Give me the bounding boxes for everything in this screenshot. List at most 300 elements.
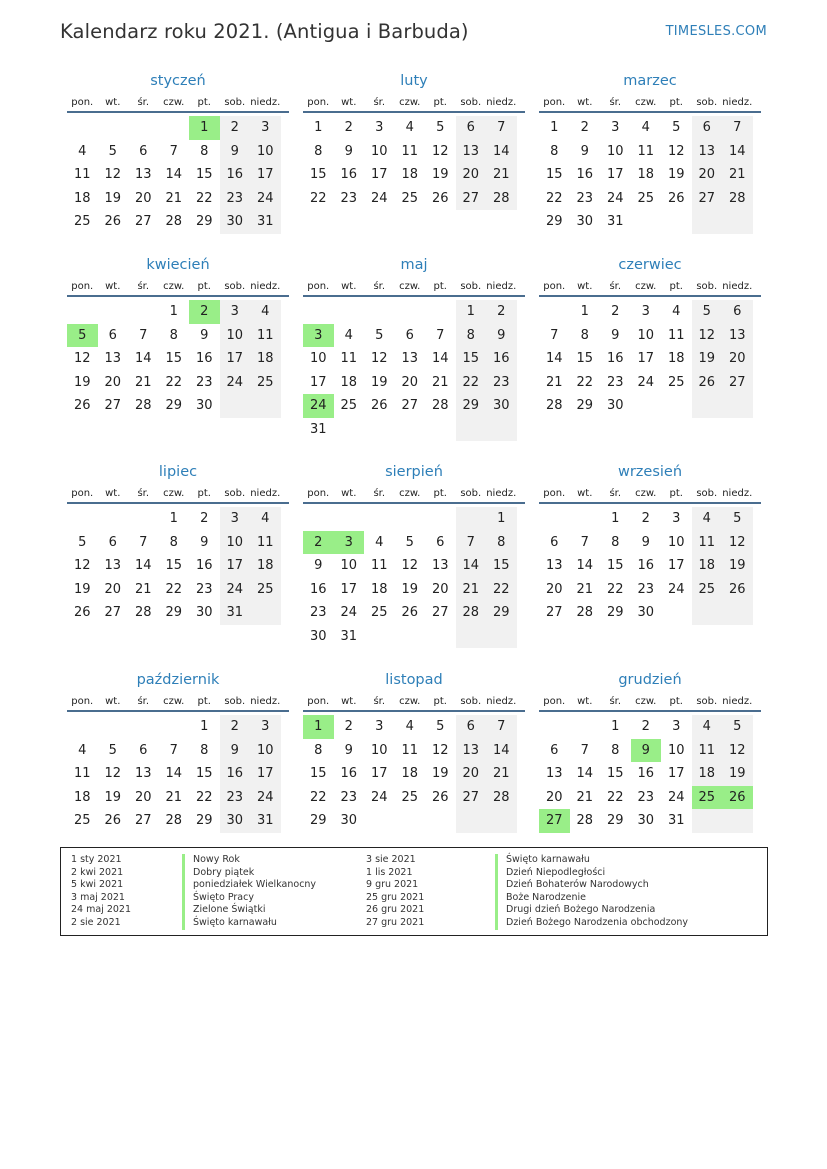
day-cell: 11: [692, 531, 723, 555]
day-cell: 13: [456, 140, 487, 164]
day-cell: 13: [722, 324, 753, 348]
weekday-label: pon.: [307, 281, 330, 292]
day-cell: 7: [169, 143, 178, 159]
day-cell: 15: [309, 167, 327, 182]
day-cell: 31: [220, 601, 251, 625]
legend-date: 2 kwi 2021: [71, 866, 124, 878]
empty-cell: [661, 394, 692, 418]
day-cell: 13: [545, 766, 563, 781]
empty-cell: [364, 300, 395, 324]
day-cell: 9: [344, 143, 353, 159]
day-cell: 8: [169, 534, 178, 550]
day-cell: 28: [545, 398, 563, 413]
empty-cell: [364, 625, 395, 649]
weekday-header: [303, 95, 525, 113]
weekday-label: śr.: [609, 97, 622, 108]
weekday-label: pon.: [543, 97, 566, 108]
day-cell: 2: [200, 511, 209, 526]
day-cell: 28: [165, 813, 183, 828]
day-cell: 2: [486, 300, 517, 324]
day-cell: 12: [692, 324, 723, 348]
day-cell: 31: [309, 421, 327, 437]
day-cell: 11: [340, 351, 358, 366]
day-cell: 21: [486, 163, 517, 187]
weekday-label: sob.: [696, 281, 718, 292]
legend-dates-left: [71, 854, 131, 930]
day-cell: 23: [340, 789, 358, 805]
day-cell: 16: [309, 581, 327, 597]
holiday-day-cell: 3: [334, 531, 365, 555]
day-cell: 22: [195, 190, 213, 206]
weekday-label: czw.: [163, 696, 185, 707]
empty-cell: [692, 601, 723, 625]
weekday-label: pon.: [543, 281, 566, 292]
day-cell: 2: [220, 715, 251, 739]
day-cell: 3: [672, 511, 681, 526]
day-cell: 8: [580, 327, 589, 343]
day-cell: 4: [672, 304, 681, 319]
legend-date: 5 kwi 2021: [71, 879, 124, 891]
month-name: październik: [136, 672, 220, 688]
day-cell: 28: [165, 214, 183, 229]
weekday-label: śr.: [373, 696, 386, 707]
month-6: [539, 254, 761, 418]
day-cell: 20: [134, 789, 152, 805]
weekday-label: sob.: [460, 97, 482, 108]
day-cell: 24: [370, 190, 388, 206]
holiday-day-cell: 2: [189, 300, 220, 324]
weekday-label: wt.: [341, 97, 357, 108]
empty-cell: [334, 418, 365, 442]
day-cell: 31: [340, 628, 358, 644]
weekday-header: [539, 486, 761, 504]
day-cell: 18: [667, 351, 685, 366]
day-cell: 10: [606, 143, 624, 159]
day-cell: 15: [606, 766, 624, 781]
weekday-label: pon.: [307, 488, 330, 499]
weekday-label: sob.: [460, 696, 482, 707]
day-cell: 22: [165, 374, 183, 390]
legend-dates-right: [366, 854, 424, 930]
weekday-label: pon.: [71, 488, 94, 499]
weekday-header: [539, 279, 761, 297]
day-cell: 2: [611, 304, 620, 319]
day-cell: 31: [250, 809, 281, 833]
day-grid: [67, 507, 289, 625]
month-12: [539, 669, 761, 833]
day-cell: 12: [401, 558, 419, 573]
day-cell: 11: [73, 766, 91, 781]
day-cell: 29: [195, 813, 213, 828]
weekday-label: czw.: [399, 281, 421, 292]
day-cell: 22: [309, 190, 327, 206]
empty-cell: [67, 116, 98, 140]
day-cell: 21: [165, 789, 183, 805]
weekday-label: pon.: [543, 696, 566, 707]
day-cell: 19: [73, 374, 91, 390]
day-cell: 19: [370, 374, 388, 390]
day-cell: 28: [576, 605, 594, 620]
empty-cell: [456, 625, 487, 649]
day-cell: 20: [456, 762, 487, 786]
day-cell: 12: [667, 143, 685, 159]
day-cell: 13: [401, 351, 419, 366]
empty-cell: [425, 418, 456, 442]
empty-cell: [395, 809, 426, 833]
empty-cell: [631, 210, 662, 234]
day-cell: 8: [550, 143, 559, 159]
day-cell: 27: [456, 187, 487, 211]
day-cell: 23: [486, 371, 517, 395]
empty-cell: [250, 394, 281, 418]
day-cell: 30: [486, 394, 517, 418]
day-cell: 6: [550, 742, 559, 758]
day-cell: 6: [456, 116, 487, 140]
day-grid: [67, 116, 289, 234]
day-cell: 29: [456, 394, 487, 418]
day-cell: 11: [73, 167, 91, 182]
day-cell: 29: [606, 813, 624, 828]
day-cell: 4: [78, 742, 87, 758]
day-cell: 20: [692, 163, 723, 187]
weekday-label: pt.: [433, 696, 447, 707]
weekday-label: pon.: [71, 97, 94, 108]
weekday-label: niedz.: [250, 97, 281, 108]
day-cell: 28: [486, 786, 517, 810]
day-cell: 18: [73, 789, 91, 805]
day-cell: 11: [401, 742, 419, 758]
day-cell: 25: [692, 578, 723, 602]
day-cell: 22: [606, 581, 624, 597]
empty-cell: [692, 210, 723, 234]
day-cell: 21: [486, 762, 517, 786]
day-cell: 22: [486, 578, 517, 602]
day-cell: 8: [200, 143, 209, 159]
day-cell: 29: [486, 601, 517, 625]
legend-names-left: [182, 854, 316, 930]
empty-cell: [539, 507, 570, 531]
weekday-label: czw.: [163, 97, 185, 108]
empty-cell: [159, 715, 190, 739]
day-cell: 29: [195, 214, 213, 229]
day-cell: 22: [576, 374, 594, 390]
day-cell: 30: [637, 813, 655, 828]
day-cell: 26: [431, 789, 449, 805]
day-cell: 10: [220, 324, 251, 348]
day-cell: 20: [545, 581, 563, 597]
day-cell: 4: [405, 120, 414, 135]
day-cell: 21: [165, 190, 183, 206]
day-cell: 27: [104, 398, 122, 413]
empty-cell: [486, 809, 517, 833]
weekday-label: czw.: [399, 488, 421, 499]
empty-cell: [220, 394, 251, 418]
legend-holiday-name: Dzień Niepodległości: [495, 867, 688, 880]
weekday-label: śr.: [373, 97, 386, 108]
weekday-label: sob.: [460, 281, 482, 292]
day-grid: [67, 715, 289, 833]
day-cell: 23: [309, 605, 327, 620]
day-cell: 24: [370, 789, 388, 805]
day-cell: 1: [169, 304, 178, 319]
site-logo[interactable]: TIMESLES.COM: [665, 24, 767, 39]
day-cell: 18: [250, 347, 281, 371]
day-cell: 18: [637, 167, 655, 182]
day-cell: 7: [722, 116, 753, 140]
day-cell: 30: [220, 809, 251, 833]
day-cell: 13: [431, 558, 449, 573]
weekday-label: niedz.: [722, 696, 753, 707]
day-cell: 17: [667, 766, 685, 781]
day-cell: 8: [456, 324, 487, 348]
weekday-label: sob.: [224, 97, 246, 108]
day-cell: 1: [611, 719, 620, 734]
weekday-label: czw.: [635, 281, 657, 292]
day-cell: 20: [545, 789, 563, 805]
day-cell: 16: [340, 766, 358, 781]
day-cell: 8: [200, 742, 209, 758]
day-cell: 5: [108, 742, 117, 758]
day-cell: 27: [545, 605, 563, 620]
day-cell: 15: [486, 554, 517, 578]
day-cell: 30: [195, 398, 213, 413]
weekday-label: sob.: [696, 488, 718, 499]
day-cell: 13: [692, 140, 723, 164]
day-cell: 5: [436, 719, 445, 734]
day-cell: 3: [250, 116, 281, 140]
empty-cell: [334, 300, 365, 324]
day-cell: 11: [637, 143, 655, 159]
empty-cell: [128, 300, 159, 324]
day-cell: 10: [250, 140, 281, 164]
weekday-label: sob.: [224, 281, 246, 292]
day-cell: 28: [134, 605, 152, 620]
day-cell: 15: [309, 766, 327, 781]
day-cell: 11: [401, 143, 419, 159]
empty-cell: [303, 300, 334, 324]
day-cell: 17: [340, 581, 358, 597]
weekday-label: pt.: [669, 488, 683, 499]
day-cell: 19: [73, 581, 91, 597]
day-cell: 20: [401, 374, 419, 390]
legend-holiday-name: Dzień Bohaterów Narodowych: [495, 879, 688, 892]
day-cell: 24: [250, 786, 281, 810]
day-cell: 8: [169, 327, 178, 343]
day-cell: 20: [722, 347, 753, 371]
day-cell: 8: [486, 531, 517, 555]
weekday-label: wt.: [341, 281, 357, 292]
day-cell: 29: [576, 398, 594, 413]
day-cell: 2: [344, 120, 353, 135]
day-cell: 12: [73, 558, 91, 573]
weekday-label: czw.: [399, 696, 421, 707]
empty-cell: [128, 116, 159, 140]
day-cell: 16: [576, 167, 594, 182]
day-cell: 17: [637, 351, 655, 366]
empty-cell: [67, 715, 98, 739]
day-cell: 25: [73, 214, 91, 229]
day-cell: 10: [340, 558, 358, 573]
day-cell: 9: [220, 140, 251, 164]
day-cell: 23: [340, 190, 358, 206]
day-cell: 9: [641, 534, 650, 550]
day-cell: 13: [104, 351, 122, 366]
day-cell: 25: [340, 398, 358, 413]
weekday-label: niedz.: [250, 488, 281, 499]
day-cell: 7: [456, 531, 487, 555]
month-name: wrzesień: [617, 464, 683, 480]
empty-cell: [425, 809, 456, 833]
day-cell: 17: [220, 554, 251, 578]
day-cell: 12: [370, 351, 388, 366]
day-cell: 24: [220, 371, 251, 395]
day-cell: 6: [550, 534, 559, 550]
day-cell: 27: [401, 398, 419, 413]
day-cell: 14: [576, 558, 594, 573]
day-grid: [539, 715, 761, 833]
weekday-label: pt.: [669, 281, 683, 292]
day-cell: 7: [169, 742, 178, 758]
weekday-label: pon.: [307, 97, 330, 108]
day-cell: 29: [606, 605, 624, 620]
day-cell: 26: [73, 605, 91, 620]
legend-date: 1 lis 2021: [366, 866, 413, 878]
day-cell: 5: [78, 534, 87, 550]
day-cell: 31: [250, 210, 281, 234]
day-cell: 7: [486, 715, 517, 739]
day-cell: 25: [73, 813, 91, 828]
day-cell: 2: [641, 511, 650, 526]
day-cell: 18: [73, 190, 91, 206]
day-cell: 27: [456, 786, 487, 810]
weekday-label: sob.: [224, 488, 246, 499]
holiday-day-cell: 3: [303, 324, 334, 348]
day-cell: 28: [576, 813, 594, 828]
day-cell: 23: [576, 190, 594, 206]
day-cell: 27: [431, 605, 449, 620]
empty-cell: [722, 601, 753, 625]
weekday-label: sob.: [224, 696, 246, 707]
empty-cell: [364, 418, 395, 442]
month-name: czerwiec: [618, 257, 682, 273]
weekday-label: czw.: [635, 696, 657, 707]
page-title: Kalendarz roku 2021. (Antigua i Barbuda): [60, 20, 469, 43]
day-cell: 3: [220, 507, 251, 531]
day-cell: 18: [250, 554, 281, 578]
day-cell: 30: [195, 605, 213, 620]
weekday-label: śr.: [137, 281, 150, 292]
weekday-label: sob.: [460, 488, 482, 499]
month-name: luty: [400, 73, 428, 89]
day-grid: [303, 116, 525, 210]
day-cell: 25: [370, 605, 388, 620]
weekday-header: [303, 279, 525, 297]
weekday-header: [303, 486, 525, 504]
day-cell: 22: [195, 789, 213, 805]
weekday-label: śr.: [373, 488, 386, 499]
empty-cell: [364, 809, 395, 833]
day-cell: 3: [375, 719, 384, 734]
day-grid: [539, 300, 761, 418]
day-cell: 16: [637, 766, 655, 781]
day-cell: 25: [667, 374, 685, 390]
day-cell: 2: [220, 116, 251, 140]
weekday-label: wt.: [105, 97, 121, 108]
day-cell: 17: [220, 347, 251, 371]
day-cell: 14: [456, 554, 487, 578]
weekday-label: wt.: [577, 281, 593, 292]
empty-cell: [722, 210, 753, 234]
empty-cell: [67, 300, 98, 324]
empty-cell: [456, 418, 487, 442]
holiday-day-cell: 2: [303, 531, 334, 555]
weekday-label: czw.: [635, 97, 657, 108]
weekday-label: śr.: [609, 696, 622, 707]
day-cell: 7: [436, 327, 445, 343]
day-cell: 23: [637, 789, 655, 805]
empty-cell: [692, 394, 723, 418]
day-cell: 10: [370, 143, 388, 159]
day-cell: 17: [250, 163, 281, 187]
empty-cell: [456, 507, 487, 531]
empty-cell: [98, 715, 129, 739]
empty-cell: [159, 116, 190, 140]
day-cell: 18: [401, 766, 419, 781]
day-cell: 18: [370, 581, 388, 597]
day-cell: 18: [692, 554, 723, 578]
day-cell: 24: [250, 187, 281, 211]
day-cell: 12: [722, 531, 753, 555]
empty-cell: [539, 300, 570, 324]
day-cell: 9: [580, 143, 589, 159]
day-cell: 10: [220, 531, 251, 555]
day-cell: 4: [641, 120, 650, 135]
day-cell: 25: [401, 190, 419, 206]
day-cell: 6: [139, 143, 148, 159]
day-cell: 16: [606, 351, 624, 366]
day-cell: 11: [250, 531, 281, 555]
empty-cell: [395, 418, 426, 442]
weekday-label: czw.: [163, 281, 185, 292]
empty-cell: [692, 809, 723, 833]
weekday-label: czw.: [635, 488, 657, 499]
empty-cell: [661, 601, 692, 625]
day-cell: 8: [314, 143, 323, 159]
legend-date: 9 gru 2021: [366, 879, 419, 891]
day-cell: 17: [370, 766, 388, 781]
day-cell: 15: [165, 351, 183, 366]
day-cell: 1: [169, 511, 178, 526]
day-cell: 11: [370, 558, 388, 573]
empty-cell: [395, 625, 426, 649]
day-cell: 5: [672, 120, 681, 135]
legend-holiday-name: Drugi dzień Bożego Narodzenia: [495, 904, 688, 917]
weekday-label: śr.: [137, 696, 150, 707]
month-2: [303, 70, 525, 210]
day-cell: 13: [456, 739, 487, 763]
weekday-label: niedz.: [486, 281, 517, 292]
day-cell: 1: [550, 120, 559, 135]
day-cell: 27: [722, 371, 753, 395]
day-grid: [539, 507, 761, 625]
day-cell: 22: [456, 371, 487, 395]
day-cell: 25: [250, 371, 281, 395]
weekday-label: wt.: [105, 488, 121, 499]
empty-cell: [395, 300, 426, 324]
legend-date: 26 gru 2021: [366, 904, 425, 916]
day-cell: 26: [722, 578, 753, 602]
day-cell: 5: [405, 534, 414, 550]
